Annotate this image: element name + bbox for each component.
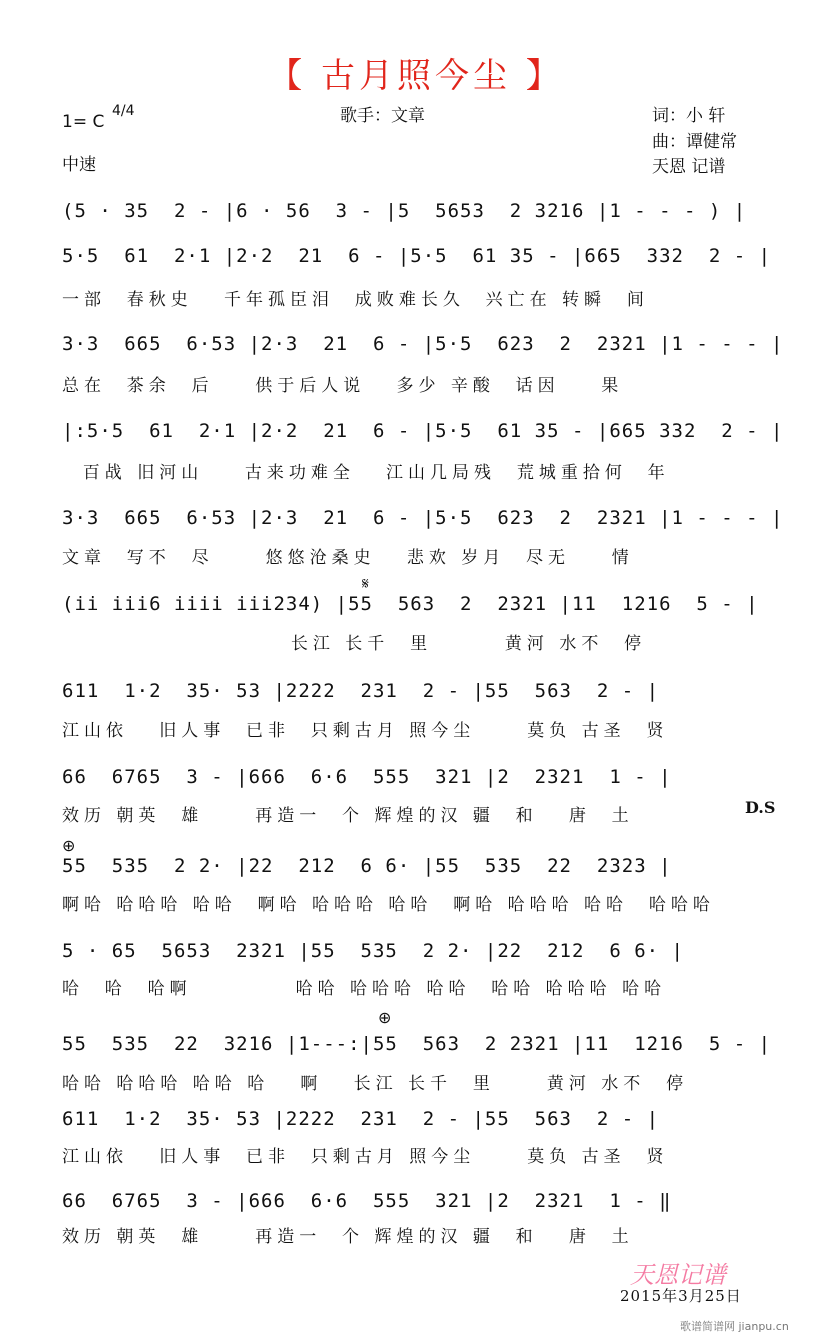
lyricist: 词：小 轩 [652, 106, 726, 126]
score-row [62, 855, 782, 925]
score-row [62, 680, 782, 750]
lyrics: 江山依 旧人事 已非 只剩古月 照今尘 莫负 古圣 贤 [62, 1147, 669, 1167]
coda-sign: ⊕ [62, 836, 76, 855]
score-row [62, 200, 782, 230]
score-row [62, 593, 782, 663]
coda-sign: ⊕ [378, 1008, 392, 1027]
notation: 66 6765 3 - |666 6·6 555 321 |2 2321 1 - | [62, 766, 672, 788]
lyrics: 哈 哈 哈啊 哈哈 哈哈哈 哈哈 哈哈 哈哈哈 哈哈 [62, 979, 667, 999]
lyrics: 啊哈 哈哈哈 哈哈 啊哈 哈哈哈 哈哈 啊哈 哈哈哈 哈哈 哈哈哈 [62, 895, 715, 915]
notation: 611 1·2 35· 53 |2222 231 2 - |55 563 2 - | [62, 680, 660, 702]
score-row [62, 245, 782, 315]
notation: 3·3 665 6·53 |2·3 21 6 - |5·5 623 2 2321 |1 - - - | [62, 507, 784, 529]
transcriber-stamp: 天恩记谱 [630, 1261, 726, 1289]
score-row [62, 507, 782, 577]
time-signature: 4/4 [112, 103, 135, 119]
lyrics: 哈哈 哈哈哈 哈哈 哈 啊 长江 长千 里 黄河 水不 停 [62, 1074, 689, 1094]
segno-sign: 𝄋 [362, 574, 369, 593]
notation: 611 1·2 35· 53 |2222 231 2 - |55 563 2 - | [62, 1108, 660, 1130]
score-row [62, 940, 782, 1010]
score-row [62, 1190, 782, 1260]
transcriber: 天恩 记谱 [652, 157, 726, 177]
score-row [62, 420, 782, 490]
score-row [62, 1033, 782, 1103]
lyrics: 一部 春秋史 千年孤臣泪 成败难长久 兴亡在 转瞬 间 [62, 290, 649, 310]
notation: (5 · 35 2 - |6 · 56 3 - |5 5653 2 3216 |1 - - - ) | [62, 200, 747, 222]
lyrics: 长江 长千 里 黄河 水不 停 [62, 634, 647, 654]
ds-mark: D.S [745, 798, 776, 817]
lyrics: 百战 旧河山 古来功难全 江山几局残 荒城重拾何 年 [62, 463, 670, 483]
notation: 5·5 61 2·1 |2·2 21 6 - |5·5 61 35 - |665 332 2 - | [62, 245, 772, 267]
score-row [62, 766, 782, 836]
transcription-date: 2015年3月25日 [620, 1287, 742, 1305]
lyrics: 文章 写不 尽 悠悠沧桑史 悲欢 岁月 尽无 情 [62, 548, 634, 568]
lyrics: 效历 朝英 雄 再造一 个 辉煌的汉 疆 和 唐 土 [62, 1227, 634, 1247]
tempo: 中速 [62, 155, 96, 175]
notation: |:5·5 61 2·1 |2·2 21 6 - |5·5 61 35 - |665 332 2 - | [62, 420, 784, 442]
site-watermark: 歌谱简谱网 jianpu.cn [680, 1320, 789, 1333]
notation: 55 535 22 3216 |1---:|55 563 2 2321 |11 1216 5 - | [62, 1033, 772, 1055]
notation: 55 535 2 2· |22 212 6 6· |55 535 22 2323 | [62, 855, 672, 877]
score-row [62, 333, 782, 403]
singer: 歌手：文章 [340, 106, 425, 126]
score-row [62, 1108, 782, 1178]
song-title: 【 古月照今尘 】 [268, 56, 564, 96]
lyrics: 江山依 旧人事 已非 只剩古月 照今尘 莫负 古圣 贤 [62, 721, 669, 741]
lyrics: 效历 朝英 雄 再造一 个 辉煌的汉 疆 和 唐 土 [62, 806, 634, 826]
notation: 3·3 665 6·53 |2·3 21 6 - |5·5 623 2 2321 |1 - - - | [62, 333, 784, 355]
notation: 5 · 65 5653 2321 |55 535 2 2· |22 212 6 6· | [62, 940, 684, 962]
notation: 66 6765 3 - |666 6·6 555 321 |2 2321 1 - ‖ [62, 1190, 672, 1212]
notation: (ii iii6 iiii iii234) |55 563 2 2321 |11 1216 5 - | [62, 593, 759, 615]
lyrics: 总在 茶余 后 供于后人说 多少 辛酸 话因 果 [62, 376, 624, 396]
composer: 曲：谭健常 [652, 132, 737, 152]
key-signature: 1= C [62, 112, 105, 132]
